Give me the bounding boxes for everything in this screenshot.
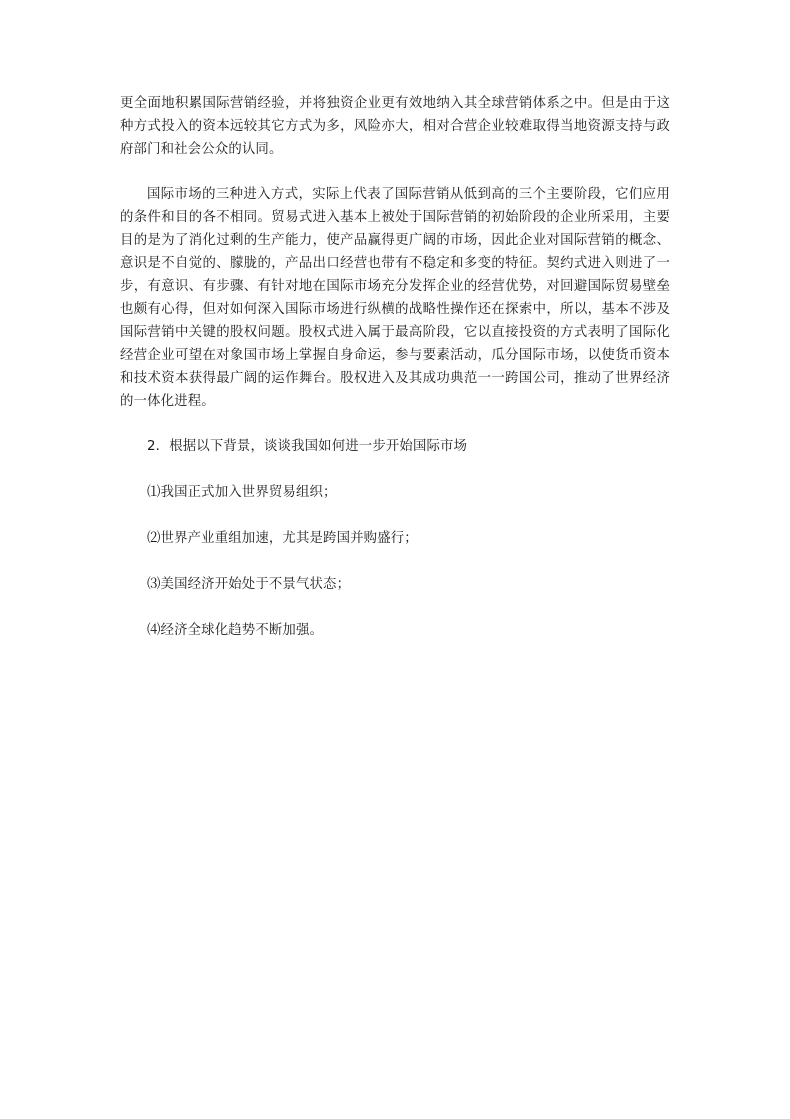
list-item: ⑴我国正式加入世界贸易组织； [147, 485, 337, 500]
paragraph-1: 更全面地积累国际营销经验，并将独资企业更有效地纳入其全球营销体系之中。但是由于这种方式投入的资本远较其它方式为多，风险亦大，相对合营企业较难取得当地资源支持与政府部门和社会公众的认同。 [120, 96, 670, 157]
document-page [120, 92, 670, 642]
question-heading: 2．根据以下背景，谈谈我国如何进一步开始国际市场 [147, 439, 468, 454]
list-item: ⑵世界产业重组加速，尤其是跨国并购盛行； [147, 531, 418, 546]
list-item: ⑷经济全球化趋势不断加强。 [147, 623, 324, 638]
list-item: ⑶美国经济开始处于不景气状态； [147, 577, 351, 592]
paragraph-2: 国际市场的三种进入方式，实际上代表了国际营销从低到高的三个主要阶段，它们应用的条件和目的各不相同。贸易式进入基本上被处于国际营销的初始阶段的企业所采用，主要目的是为了消化过剩的生产能力，使产品赢得更广阔的市场，因此企业对国际营销的概念、意识是不自觉的、朦胧的，产品出口经营也带有不稳定和多变的特征。契约式进入则进了一步，有意识、有步骤、有针对地在国际市场充分发挥企业的经营优势，对回避国际贸易壁垒也颇有心得，但对如何深入国际市场进行纵横的战略性操作还在探索中，所以，基本不涉及国际营销中关键的股权问题。股权式进入属于最高阶段，它以直接投资的方式表明了国际化经营企业可望在对象国市场上掌握自身命运，参与要素活动，瓜分国际市场，以使货币资本和技术资本获得最广阔的运作舞台。股权进入及其成功典范一一跨国公司，推动了世界经济的一体化进程。 [120, 187, 670, 409]
